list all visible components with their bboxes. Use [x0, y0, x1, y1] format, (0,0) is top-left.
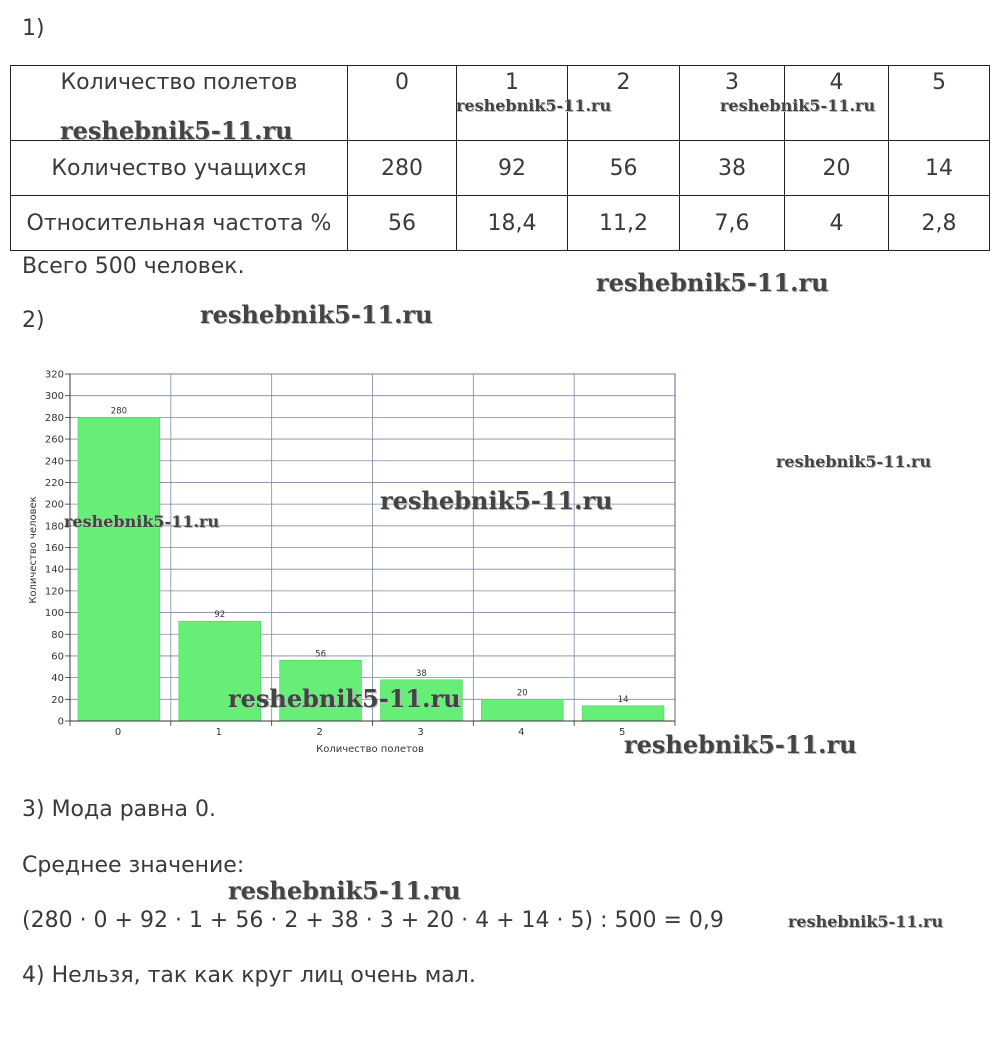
row-header: Количество учащихся	[11, 141, 348, 196]
bar	[78, 417, 160, 721]
table-cell: 2,8	[889, 196, 990, 251]
frequency-table	[10, 65, 990, 251]
mean-label: Среднее значение:	[22, 853, 245, 878]
data-label: 14	[617, 694, 629, 705]
table-cell: 0	[348, 66, 457, 141]
y-tick-label: 120	[44, 586, 64, 598]
table-cell: 7,6	[680, 196, 785, 251]
y-tick-label: 160	[44, 543, 64, 554]
y-tick-label: 20	[51, 694, 64, 706]
watermark: reshebnik5-11.ru	[776, 452, 932, 471]
bar	[481, 699, 563, 721]
table-cell: 14	[889, 141, 990, 196]
y-tick-label: 320	[44, 369, 64, 381]
watermark: reshebnik5-11.ru	[64, 512, 220, 531]
table-row	[11, 141, 990, 196]
table-cell: 92	[457, 141, 568, 196]
y-tick-label: 240	[44, 456, 64, 468]
conclusion-answer: 4) Нельзя, так как круг лиц очень мал.	[22, 963, 476, 988]
table-cell: 38	[680, 141, 785, 196]
y-tick-label: 180	[44, 521, 64, 533]
table-cell: 280	[348, 141, 457, 196]
y-tick-label: 300	[44, 391, 64, 403]
table-cell: 18,4	[457, 196, 568, 251]
y-tick-label: 220	[44, 477, 64, 489]
x-tick-label: 3	[417, 727, 424, 738]
y-tick-label: 60	[51, 651, 64, 663]
watermark: reshebnik5-11.ru	[456, 96, 612, 115]
y-tick-label: 200	[44, 499, 64, 511]
table-cell: 3	[680, 66, 785, 141]
data-label: 38	[416, 668, 427, 679]
watermark: reshebnik5-11.ru	[228, 684, 461, 713]
mean-formula: (280 · 0 + 92 · 1 + 56 · 2 + 38 · 3 + 20 · 4 + 14 · 5) : 500 = 0,9	[22, 908, 724, 933]
y-tick-label: 280	[44, 412, 64, 424]
x-tick-label: 5	[618, 727, 626, 738]
y-tick-label: 140	[44, 564, 64, 576]
table-cell: 20	[785, 141, 889, 196]
watermark: reshebnik5-11.ru	[228, 876, 461, 905]
table-cell: 56	[348, 196, 457, 251]
table-cell: 11,2	[568, 196, 680, 251]
y-tick-label: 40	[51, 673, 64, 685]
table-cell: 56	[568, 141, 680, 196]
y-tick-label: 0	[57, 716, 64, 728]
watermark: reshebnik5-11.ru	[596, 268, 829, 297]
section-label-2: 2)	[22, 308, 45, 333]
watermark: reshebnik5-11.ru	[380, 486, 613, 515]
y-tick-label: 100	[44, 608, 64, 620]
table-cell: 2	[568, 66, 680, 141]
chart-grid	[70, 374, 675, 721]
data-label: 56	[315, 649, 326, 660]
watermark: reshebnik5-11.ru	[60, 116, 293, 145]
watermark: reshebnik5-11.ru	[200, 300, 433, 329]
x-tick-label: 1	[215, 727, 223, 738]
data-label: 280	[110, 406, 128, 417]
bar	[582, 706, 664, 721]
x-axis-label: Количество полетов	[316, 744, 424, 755]
table-cell: 4	[785, 66, 889, 141]
mode-answer: 3) Мода равна 0.	[22, 797, 216, 822]
table-cell: 1	[457, 66, 568, 141]
x-tick-label: 0	[114, 727, 122, 738]
y-tick-label: 80	[51, 629, 64, 641]
watermark: reshebnik5-11.ru	[720, 96, 876, 115]
total-text: Всего 500 человек.	[22, 254, 245, 279]
section-label-1: 1)	[22, 16, 45, 41]
x-tick-label: 2	[316, 727, 323, 738]
table-row	[11, 196, 990, 251]
y-tick-label: 260	[44, 434, 64, 446]
table-cell: 4	[785, 196, 889, 251]
data-label: 20	[516, 688, 528, 699]
row-header: Относительная частота %	[11, 196, 348, 251]
y-axis-label: Количество человек	[28, 496, 39, 604]
data-label: 92	[214, 610, 226, 621]
watermark: reshebnik5-11.ru	[788, 912, 944, 931]
x-tick-label: 4	[518, 727, 525, 738]
row-header: Количество полетов	[11, 66, 348, 141]
watermark: reshebnik5-11.ru	[624, 730, 857, 759]
table-cell: 5	[889, 66, 990, 141]
